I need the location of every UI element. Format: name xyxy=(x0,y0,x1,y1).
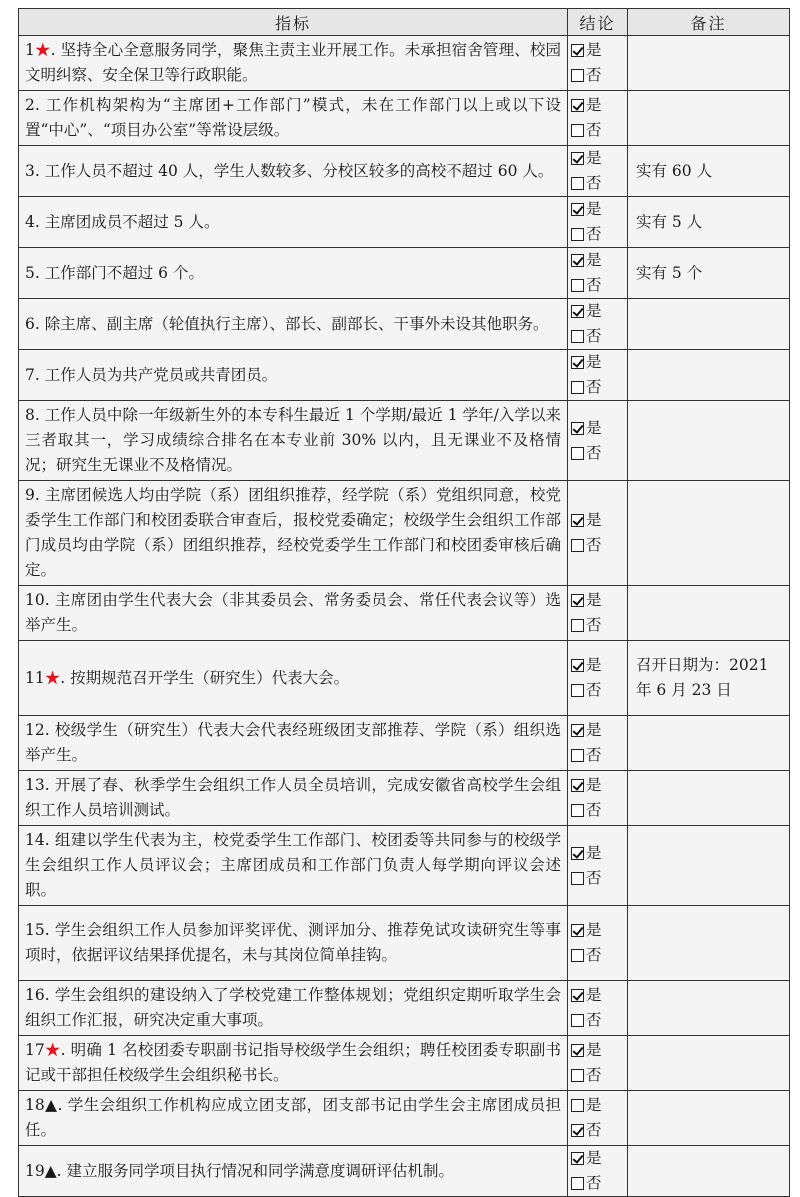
item-number: 18 xyxy=(25,1096,45,1114)
item-number: 19 xyxy=(25,1161,45,1180)
checkbox-yes[interactable] xyxy=(571,1044,584,1057)
conclusion-cell xyxy=(568,716,628,771)
conclusion-cell xyxy=(568,641,628,716)
indicator-text: . 工作人员不超过 40 人，学生人数较多、分校区较多的高校不超过 60 人。 xyxy=(34,161,554,180)
indicator-cell xyxy=(19,1036,568,1091)
checkbox-yes[interactable] xyxy=(571,1099,584,1112)
option-yes[interactable] xyxy=(571,508,627,533)
remark-cell xyxy=(628,36,790,91)
remark-cell xyxy=(628,826,790,906)
table-row xyxy=(19,197,790,248)
conclusion-cell xyxy=(568,981,628,1036)
option-yes[interactable] xyxy=(571,38,627,63)
indicator-cell xyxy=(19,771,568,826)
option-label-no: 否 xyxy=(586,121,602,139)
option-label-yes: 是 xyxy=(586,721,602,739)
checkbox-yes[interactable] xyxy=(571,514,584,527)
conclusion-cell xyxy=(568,1036,628,1091)
checkbox-yes[interactable] xyxy=(571,152,584,165)
conclusion-cell xyxy=(568,1146,628,1197)
indicator-cell xyxy=(19,1091,568,1146)
checkbox-no[interactable] xyxy=(571,124,584,137)
item-number: 9 xyxy=(25,486,35,504)
indicator-cell xyxy=(19,906,568,981)
option-no[interactable] xyxy=(571,1118,627,1143)
remark-cell xyxy=(628,1146,790,1197)
checkbox-yes[interactable] xyxy=(571,203,584,216)
remark-cell xyxy=(628,1036,790,1091)
option-label-yes: 是 xyxy=(586,302,602,320)
checkbox-yes[interactable] xyxy=(571,356,584,369)
table-row xyxy=(19,1036,790,1091)
indicator-cell xyxy=(19,299,568,350)
option-no[interactable] xyxy=(571,866,627,891)
option-no[interactable] xyxy=(571,798,627,823)
remark-cell xyxy=(628,401,790,481)
option-label-no: 否 xyxy=(586,443,602,462)
indicator-text: . 工作部门不超过 6 个。 xyxy=(34,263,204,282)
checkbox-yes[interactable] xyxy=(571,924,584,937)
option-no[interactable] xyxy=(571,1063,627,1088)
indicator-cell xyxy=(19,586,568,641)
table-row xyxy=(19,146,790,197)
key-item-star-icon: ★ xyxy=(44,1041,61,1059)
checkbox-no[interactable] xyxy=(571,684,584,697)
option-yes[interactable] xyxy=(571,918,627,943)
option-label-yes: 是 xyxy=(586,1041,602,1059)
option-no[interactable] xyxy=(571,1008,627,1033)
option-no[interactable] xyxy=(571,613,627,638)
option-label-yes: 是 xyxy=(586,921,602,939)
checkbox-yes[interactable] xyxy=(571,594,584,607)
evaluation-sheet xyxy=(18,8,789,1197)
table-row xyxy=(19,91,790,146)
item-number: 5 xyxy=(25,263,35,282)
option-no[interactable] xyxy=(571,63,627,88)
table-row xyxy=(19,36,790,91)
remark-cell xyxy=(628,981,790,1036)
item-number: 6 xyxy=(25,314,35,333)
checkbox-yes[interactable] xyxy=(571,1152,584,1165)
remark-cell xyxy=(628,91,790,146)
checkbox-no[interactable] xyxy=(571,1124,584,1137)
item-number: 7 xyxy=(25,365,35,384)
header-remark: 备注 xyxy=(628,9,790,36)
triangle-marker-icon: ▲ xyxy=(44,1096,58,1114)
conclusion-cell xyxy=(568,197,628,248)
table-row xyxy=(19,826,790,906)
option-yes[interactable] xyxy=(571,416,627,441)
remark-cell xyxy=(628,1091,790,1146)
option-label-no: 否 xyxy=(586,616,602,634)
checkbox-no[interactable] xyxy=(571,69,584,82)
table-header-row xyxy=(19,9,790,36)
option-label-yes: 是 xyxy=(586,251,602,269)
option-label-yes: 是 xyxy=(586,41,602,59)
indicator-cell xyxy=(19,716,568,771)
checkbox-yes[interactable] xyxy=(571,847,584,860)
checkbox-no[interactable] xyxy=(571,804,584,817)
option-no[interactable] xyxy=(571,943,627,968)
indicator-cell xyxy=(19,146,568,197)
checkbox-no[interactable] xyxy=(571,619,584,632)
table-body xyxy=(19,36,790,1197)
indicator-text: . 除主席、副主席（轮值执行主席）、部长、副部长、干事外未设其他职务。 xyxy=(34,314,549,333)
table-row xyxy=(19,641,790,716)
indicator-cell xyxy=(19,350,568,401)
checkbox-no[interactable] xyxy=(571,228,584,241)
option-yes[interactable] xyxy=(571,653,627,678)
option-label-yes: 是 xyxy=(586,353,602,371)
table-row xyxy=(19,981,790,1036)
item-number: 10 xyxy=(25,591,45,609)
option-no[interactable] xyxy=(571,375,627,400)
indicator-cell xyxy=(19,197,568,248)
option-label-yes: 是 xyxy=(586,1096,602,1114)
item-number: 13 xyxy=(25,776,45,794)
item-number: 4 xyxy=(25,212,35,231)
item-number: 3 xyxy=(25,161,35,180)
option-yes[interactable] xyxy=(571,773,627,798)
conclusion-cell xyxy=(568,586,628,641)
table-row xyxy=(19,401,790,481)
option-yes[interactable] xyxy=(571,1093,627,1118)
item-number: 15 xyxy=(25,921,45,939)
indicator-text: . 主席团成员不超过 5 人。 xyxy=(34,212,220,231)
checkbox-yes[interactable] xyxy=(571,422,584,435)
indicator-cell xyxy=(19,401,568,481)
table-row xyxy=(19,906,790,981)
option-label-no: 否 xyxy=(586,378,602,396)
conclusion-cell xyxy=(568,350,628,401)
indicator-text: . 学生会组织工作机构应成立团支部，团支部书记由学生会主席团成员担任。 xyxy=(25,1096,562,1139)
checkbox-no[interactable] xyxy=(571,177,584,190)
option-label-no: 否 xyxy=(586,66,602,84)
item-number: 1 xyxy=(25,41,35,59)
option-label-no: 否 xyxy=(586,746,602,764)
indicator-cell xyxy=(19,91,568,146)
option-label-no: 否 xyxy=(586,801,602,819)
indicator-cell xyxy=(19,981,568,1036)
key-item-star-icon: ★ xyxy=(44,668,61,687)
option-no[interactable] xyxy=(571,222,627,247)
conclusion-cell xyxy=(568,36,628,91)
option-yes[interactable] xyxy=(571,1038,627,1063)
indicator-text: . 开展了春、秋季学生会组织工作人员全员培训，完成安徽省高校学生会组织工作人员培训测试。 xyxy=(25,776,561,819)
checkbox-no[interactable] xyxy=(571,330,584,343)
key-item-star-icon: ★ xyxy=(34,41,51,59)
conclusion-cell xyxy=(568,826,628,906)
option-yes[interactable] xyxy=(571,983,627,1008)
conclusion-cell xyxy=(568,771,628,826)
checkbox-yes[interactable] xyxy=(571,44,584,57)
checkbox-no[interactable] xyxy=(571,949,584,962)
option-label-no: 否 xyxy=(586,1174,602,1192)
option-label-yes: 是 xyxy=(586,511,602,529)
indicator-text: . 按期规范召开学生（研究生）代表大会。 xyxy=(60,668,350,687)
conclusion-cell xyxy=(568,1091,628,1146)
indicator-text: . 建立服务同学项目执行情况和同学满意度调研评估机制。 xyxy=(56,1161,455,1180)
checkbox-no[interactable] xyxy=(571,1177,584,1190)
option-label-no: 否 xyxy=(586,946,602,964)
option-label-no: 否 xyxy=(586,225,602,243)
conclusion-cell xyxy=(568,248,628,299)
header-conclusion: 结论 xyxy=(568,9,628,36)
table-row xyxy=(19,1146,790,1197)
option-no[interactable] xyxy=(571,441,627,466)
option-label-no: 否 xyxy=(586,681,602,699)
checkbox-yes[interactable] xyxy=(571,659,584,672)
table-row xyxy=(19,481,790,586)
indicator-cell xyxy=(19,826,568,906)
indicator-text: . 主席团由学生代表大会（非其委员会、常务委员会、常任代表会议等）选举产生。 xyxy=(25,591,561,634)
checkbox-yes[interactable] xyxy=(571,254,584,267)
item-number: 8 xyxy=(25,406,35,424)
option-label-no: 否 xyxy=(586,327,602,345)
remark-cell: 实有 60 人 xyxy=(628,146,790,197)
option-no[interactable] xyxy=(571,273,627,298)
evaluation-table xyxy=(18,8,790,1197)
option-label-no: 否 xyxy=(586,1011,602,1029)
option-no[interactable] xyxy=(571,533,627,558)
option-no[interactable] xyxy=(571,171,627,196)
conclusion-cell xyxy=(568,481,628,586)
conclusion-cell xyxy=(568,146,628,197)
checkbox-yes[interactable] xyxy=(571,99,584,112)
indicator-text: . 工作机构架构为“主席团+工作部门”模式，未在工作部门以上或以下设置“中心”、“项目办公室”等常设层级。 xyxy=(25,96,561,139)
conclusion-cell xyxy=(568,91,628,146)
option-label-yes: 是 xyxy=(586,986,602,1004)
option-label-yes: 是 xyxy=(586,200,602,218)
indicator-text: . 明确 1 名校团委专职副书记指导校级学生会组织；聘任校团委专职副书记或干部担任校级学生会组织秘书长。 xyxy=(25,1041,561,1084)
triangle-marker-icon: ▲ xyxy=(44,1161,57,1180)
remark-cell xyxy=(628,906,790,981)
option-label-yes: 是 xyxy=(586,418,602,437)
conclusion-cell xyxy=(568,299,628,350)
option-yes[interactable] xyxy=(571,248,627,273)
option-label-yes: 是 xyxy=(586,591,602,609)
checkbox-no[interactable] xyxy=(571,279,584,292)
conclusion-cell xyxy=(568,906,628,981)
indicator-text: . 主席团候选人均由学院（系）团组织推荐，经学院（系）党组织同意，校党委学生工作部门和校团委联合审查后，报校党委确定；校级学生会组织工作部门成员均由学院（系）团组织推荐，经校党委学生工作部门和校团委审核后确定。 xyxy=(25,486,561,579)
indicator-text: . 学生会组织的建设纳入了学校党建工作整体规划；党组织定期听取学生会组织工作汇报，研究决定重大事项。 xyxy=(25,986,561,1029)
option-label-no: 否 xyxy=(586,1066,602,1084)
indicator-cell xyxy=(19,481,568,586)
indicator-cell xyxy=(19,36,568,91)
indicator-cell xyxy=(19,1146,568,1197)
item-number: 12 xyxy=(25,721,45,739)
remark-cell: 实有 5 人 xyxy=(628,197,790,248)
checkbox-no[interactable] xyxy=(571,1069,584,1082)
header-indicator: 指标 xyxy=(19,9,568,36)
checkbox-no[interactable] xyxy=(571,749,584,762)
table-row xyxy=(19,586,790,641)
item-number: 17 xyxy=(25,1041,45,1059)
table-row xyxy=(19,716,790,771)
option-label-no: 否 xyxy=(586,276,602,294)
checkbox-no[interactable] xyxy=(571,1014,584,1027)
checkbox-no[interactable] xyxy=(571,447,584,460)
table-row xyxy=(19,350,790,401)
table-row xyxy=(19,771,790,826)
indicator-text: . 工作人员中除一年级新生外的本专科生最近 1 个学期/最近 1 学年/入学以来三者取其一，学习成绩综合排名在本专业前 30% 以内，且无课业不及格情况；研究生无课业不及格情况。 xyxy=(25,406,561,474)
checkbox-yes[interactable] xyxy=(571,989,584,1002)
checkbox-no[interactable] xyxy=(571,381,584,394)
option-yes[interactable] xyxy=(571,588,627,613)
indicator-text: . 校级学生（研究生）代表大会代表经班级团支部推荐、学院（系）组织选举产生。 xyxy=(25,721,561,764)
option-no[interactable] xyxy=(571,1171,627,1196)
indicator-text: . 组建以学生代表为主，校党委学生工作部门、校团委等共同参与的校级学生会组织工作人员评议会；主席团成员和工作部门负责人每学期向评议会述职。 xyxy=(25,831,561,899)
option-label-yes: 是 xyxy=(586,843,602,862)
remark-cell xyxy=(628,350,790,401)
table-row xyxy=(19,248,790,299)
option-label-no: 否 xyxy=(586,868,602,887)
option-no[interactable] xyxy=(571,118,627,143)
option-yes[interactable] xyxy=(571,146,627,171)
option-no[interactable] xyxy=(571,743,627,768)
table-row xyxy=(19,1091,790,1146)
option-yes[interactable] xyxy=(571,350,627,375)
checkbox-no[interactable] xyxy=(571,539,584,552)
remark-cell xyxy=(628,586,790,641)
option-label-yes: 是 xyxy=(586,96,602,114)
item-number: 16 xyxy=(25,986,45,1004)
option-yes[interactable] xyxy=(571,299,627,324)
indicator-text: . 工作人员为共产党员或共青团员。 xyxy=(34,365,278,384)
option-label-yes: 是 xyxy=(586,656,602,674)
option-label-yes: 是 xyxy=(586,776,602,794)
indicator-cell xyxy=(19,248,568,299)
option-yes[interactable] xyxy=(571,93,627,118)
table-row xyxy=(19,299,790,350)
option-label-no: 否 xyxy=(586,536,602,554)
conclusion-cell xyxy=(568,401,628,481)
option-no[interactable] xyxy=(571,324,627,349)
remark-cell xyxy=(628,299,790,350)
remark-cell xyxy=(628,481,790,586)
remark-cell: 召开日期为：2021 年 6 月 23 日 xyxy=(628,641,790,716)
item-number: 2 xyxy=(25,96,35,114)
option-label-yes: 是 xyxy=(586,149,602,167)
option-label-yes: 是 xyxy=(586,1149,602,1167)
item-number: 14 xyxy=(25,831,45,849)
checkbox-yes[interactable] xyxy=(571,779,584,792)
option-yes[interactable] xyxy=(571,841,627,866)
option-no[interactable] xyxy=(571,678,627,703)
option-yes[interactable] xyxy=(571,197,627,222)
checkbox-yes[interactable] xyxy=(571,305,584,318)
indicator-text: . 学生会组织工作人员参加评奖评优、测评加分、推荐免试攻读研究生等事项时，依据评议结果择优提名，未与其岗位简单挂钩。 xyxy=(25,921,561,964)
remark-cell: 实有 5 个 xyxy=(628,248,790,299)
indicator-cell xyxy=(19,641,568,716)
checkbox-yes[interactable] xyxy=(571,724,584,737)
item-number: 11 xyxy=(25,668,45,687)
remark-cell xyxy=(628,716,790,771)
option-label-no: 否 xyxy=(586,1121,602,1139)
option-yes[interactable] xyxy=(571,1146,627,1171)
option-label-no: 否 xyxy=(586,174,602,192)
remark-cell xyxy=(628,771,790,826)
option-yes[interactable] xyxy=(571,718,627,743)
checkbox-no[interactable] xyxy=(571,872,584,885)
indicator-text: . 坚持全心全意服务同学，聚焦主责主业开展工作。未承担宿舍管理、校园文明纠察、安全保卫等行政职能。 xyxy=(25,41,561,84)
